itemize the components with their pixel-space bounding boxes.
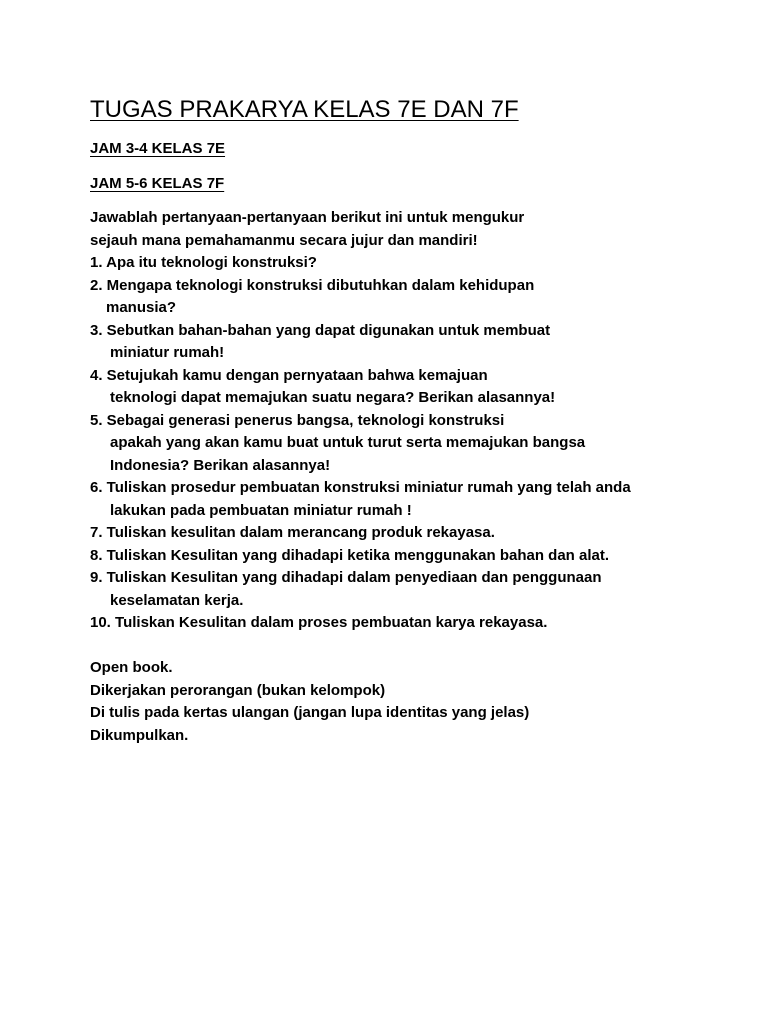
question-10: 10. Tuliskan Kesulitan dalam proses pembuatan karya rekayasa.: [90, 614, 548, 631]
schedule-class-7f: JAM 5-6 KELAS 7F: [90, 175, 225, 192]
schedule-class-7e: JAM 3-4 KELAS 7E: [90, 140, 226, 157]
question-4: 4. Setujukah kamu dengan pernyataan bahwa kemajuan: [90, 366, 488, 384]
question-2-continued: manusia?: [106, 299, 177, 316]
intro-line-1: Jawablah pertanyaan-pertanyaan berikut ini untuk mengukur: [90, 209, 525, 226]
question-9: 9. Tuliskan Kesulitan yang dihadapi dalam penyediaan dan penggunaan: [90, 569, 602, 586]
note-open-book: Open book.: [90, 659, 173, 676]
document-body: [90, 207, 730, 747]
question-9-continued: keselamatan kerja.: [110, 591, 244, 609]
section-spacer: [90, 635, 730, 658]
intro-line-2: sejauh mana pemahamanmu secara jujur dan mandiri!: [90, 231, 478, 249]
question-6: 6. Tuliskan prosedur pembuatan konstruksi miniatur rumah yang telah anda: [90, 479, 631, 496]
note-answer-sheet: Di tulis pada kertas ulangan (jangan lupa identitas yang jelas): [90, 704, 530, 721]
question-3: 3. Sebutkan bahan-bahan yang dapat digunakan untuk membuat: [90, 321, 551, 339]
question-1: 1. Apa itu teknologi konstruksi?: [90, 254, 317, 271]
question-5: 5. Sebagai generasi penerus bangsa, teknologi konstruksi: [90, 411, 505, 429]
question-5-continued-2: Indonesia? Berikan alasannya!: [110, 456, 331, 474]
question-7: 7. Tuliskan kesulitan dalam merancang produk rekayasa.: [90, 524, 495, 541]
question-6-continued: lakukan pada pembuatan miniatur rumah !: [110, 501, 412, 519]
question-5-continued-1: apakah yang akan kamu buat untuk turut serta memajukan bangsa: [110, 434, 586, 451]
note-submission: Dikumpulkan.: [90, 726, 189, 744]
question-4-continued: teknologi dapat memajukan suatu negara? Berikan alasannya!: [110, 389, 556, 406]
question-2: 2. Mengapa teknologi konstruksi dibutuhkan dalam kehidupan: [90, 276, 535, 294]
document-title: TUGAS PRAKARYA KELAS 7E DAN 7F: [90, 96, 519, 123]
question-3-continued: miniatur rumah!: [110, 344, 225, 361]
note-individual-work: Dikerjakan perorangan (bukan kelompok): [90, 681, 386, 699]
question-8: 8. Tuliskan Kesulitan yang dihadapi ketika menggunakan bahan dan alat.: [90, 546, 610, 564]
